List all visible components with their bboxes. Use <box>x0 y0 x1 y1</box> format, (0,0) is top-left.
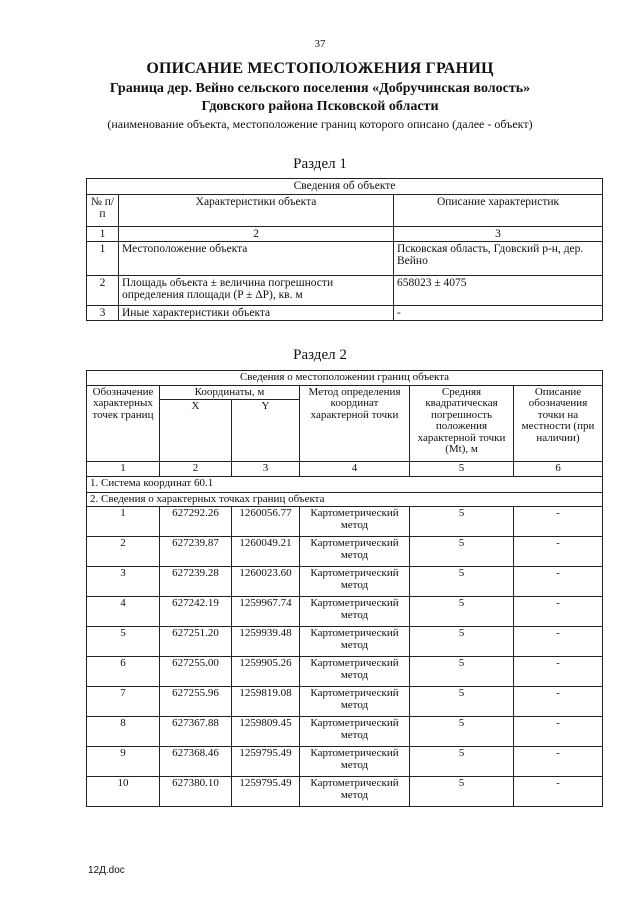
page-number: 37 <box>314 38 326 50</box>
col-index: 2 <box>160 462 232 477</box>
row-description: - <box>394 306 603 321</box>
table-row <box>87 747 603 777</box>
point-number: 9 <box>87 747 160 777</box>
method: Картометрический метод <box>300 627 410 657</box>
error-mt: 5 <box>410 777 514 807</box>
coord-x: 627380.10 <box>160 777 232 807</box>
col-header-y: Y <box>232 400 300 462</box>
table-row <box>87 276 603 306</box>
method: Картометрический метод <box>300 687 410 717</box>
method: Картометрический метод <box>300 777 410 807</box>
point-number: 4 <box>87 597 160 627</box>
col-header-method: Метод определения координат характерной точки <box>300 385 410 462</box>
col-header-coordinates: Координаты, м <box>160 385 300 400</box>
col-header-point-description: Описание обозначения точки на местности (при наличии) <box>514 385 603 462</box>
table-row <box>87 567 603 597</box>
coord-y: 1260023.60 <box>232 567 300 597</box>
coord-x: 627251.20 <box>160 627 232 657</box>
error-mt: 5 <box>410 567 514 597</box>
method: Картометрический метод <box>300 507 410 537</box>
point-number: 7 <box>87 687 160 717</box>
coord-y: 1259795.49 <box>232 747 300 777</box>
table-title: Сведения о местоположении границ объекта <box>87 371 603 386</box>
col-index: 1 <box>87 462 160 477</box>
point-number: 10 <box>87 777 160 807</box>
error-mt: 5 <box>410 507 514 537</box>
table-row <box>87 597 603 627</box>
table-row <box>87 717 603 747</box>
point-description: - <box>514 687 603 717</box>
coord-y: 1259905.26 <box>232 657 300 687</box>
col-index: 2 <box>119 227 394 242</box>
point-description: - <box>514 717 603 747</box>
method: Картометрический метод <box>300 747 410 777</box>
document-subtitle-line2: Гдовского района Псковской области <box>201 99 439 114</box>
coord-y: 1260056.77 <box>232 507 300 537</box>
col-header-point: Обозначение характерных точек границ <box>87 385 160 462</box>
row-num: 3 <box>87 306 119 321</box>
point-number: 2 <box>87 537 160 567</box>
footer-filename: 12Д.doc <box>88 865 125 876</box>
points-section-row: 2. Сведения о характерных точках границ объекта <box>87 492 603 507</box>
error-mt: 5 <box>410 537 514 567</box>
col-header-characteristics: Характеристики объекта <box>119 195 394 227</box>
row-description: 658023 ± 4075 <box>394 276 603 306</box>
coord-x: 627239.28 <box>160 567 232 597</box>
error-mt: 5 <box>410 627 514 657</box>
col-index: 4 <box>300 462 410 477</box>
error-mt: 5 <box>410 687 514 717</box>
error-mt: 5 <box>410 657 514 687</box>
error-mt: 5 <box>410 597 514 627</box>
col-index: 1 <box>87 227 119 242</box>
error-mt: 5 <box>410 747 514 777</box>
coordinate-system-row: 1. Система координат 60.1 <box>87 476 603 492</box>
row-characteristic: Иные характеристики объекта <box>119 306 394 321</box>
table-row <box>87 627 603 657</box>
object-note: (наименование объекта, местоположение границ которого описано (далее - объект) <box>107 117 533 131</box>
section2-heading: Раздел 2 <box>293 347 347 363</box>
table-row <box>87 687 603 717</box>
row-num: 1 <box>87 242 119 276</box>
coord-x: 627242.19 <box>160 597 232 627</box>
table-row <box>87 242 603 276</box>
point-description: - <box>514 507 603 537</box>
coord-y: 1259819.08 <box>232 687 300 717</box>
table-row <box>87 777 603 807</box>
point-description: - <box>514 747 603 777</box>
point-description: - <box>514 537 603 567</box>
method: Картометрический метод <box>300 567 410 597</box>
point-description: - <box>514 657 603 687</box>
document-title: ОПИСАНИЕ МЕСТОПОЛОЖЕНИЯ ГРАНИЦ <box>146 60 494 77</box>
col-header-description: Описание характеристик <box>394 195 603 227</box>
section1-heading: Раздел 1 <box>293 156 347 172</box>
point-number: 5 <box>87 627 160 657</box>
method: Картометрический метод <box>300 537 410 567</box>
method: Картометрический метод <box>300 597 410 627</box>
coord-x: 627368.46 <box>160 747 232 777</box>
col-header-error: Средняя квадратическая погрешность положения характерной точки (Mt), м <box>410 385 514 462</box>
coord-y: 1259939.48 <box>232 627 300 657</box>
boundary-points-table <box>86 370 603 807</box>
coord-x: 627255.96 <box>160 687 232 717</box>
method: Картометрический метод <box>300 717 410 747</box>
table-row <box>87 507 603 537</box>
point-number: 1 <box>87 507 160 537</box>
point-number: 6 <box>87 657 160 687</box>
error-mt: 5 <box>410 717 514 747</box>
coord-y: 1260049.21 <box>232 537 300 567</box>
method: Картометрический метод <box>300 657 410 687</box>
point-description: - <box>514 567 603 597</box>
col-header-num: № п/п <box>87 195 119 227</box>
point-description: - <box>514 597 603 627</box>
table-row <box>87 657 603 687</box>
col-index: 5 <box>410 462 514 477</box>
row-characteristic: Местоположение объекта <box>119 242 394 276</box>
col-index: 6 <box>514 462 603 477</box>
point-description: - <box>514 777 603 807</box>
coord-x: 627292.26 <box>160 507 232 537</box>
coord-y: 1259967.74 <box>232 597 300 627</box>
coord-y: 1259809.45 <box>232 717 300 747</box>
col-index: 3 <box>394 227 603 242</box>
table-row <box>87 306 603 321</box>
coord-x: 627367.88 <box>160 717 232 747</box>
point-number: 3 <box>87 567 160 597</box>
col-header-x: X <box>160 400 232 462</box>
coord-y: 1259795.49 <box>232 777 300 807</box>
row-num: 2 <box>87 276 119 306</box>
table-title: Сведения об объекте <box>87 179 603 195</box>
row-description: Псковская область, Гдовский р-н, дер. Вейно <box>394 242 603 276</box>
point-description: - <box>514 627 603 657</box>
object-info-table <box>86 178 603 321</box>
coord-x: 627255.00 <box>160 657 232 687</box>
col-index: 3 <box>232 462 300 477</box>
point-number: 8 <box>87 717 160 747</box>
table-row <box>87 537 603 567</box>
row-characteristic: Площадь объекта ± величина погрешности определения площади (P ± ΔP), кв. м <box>119 276 394 306</box>
document-subtitle-line1: Граница дер. Вейно сельского поселения «Добручинская волость» <box>109 81 531 96</box>
coord-x: 627239.87 <box>160 537 232 567</box>
